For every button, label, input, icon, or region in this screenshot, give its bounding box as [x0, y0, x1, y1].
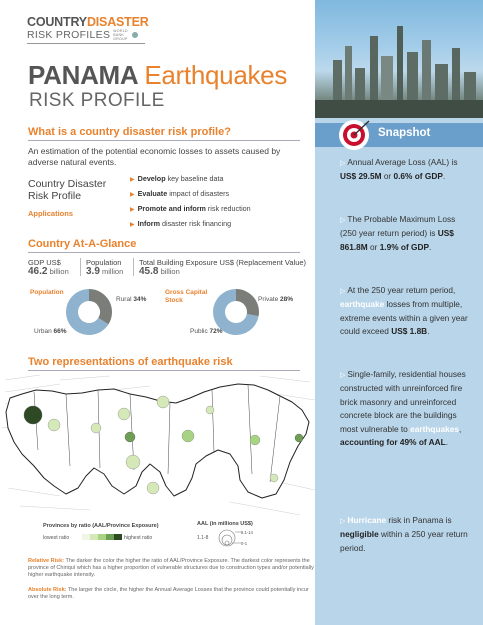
- applications-list: [130, 172, 310, 232]
- world-bank-globe-icon: [132, 32, 138, 38]
- gdp-unit: billion: [49, 267, 69, 276]
- exposure-unit: billion: [160, 267, 180, 276]
- province-circle: [157, 396, 169, 408]
- brand-header: [27, 16, 307, 44]
- triangle-bullet-icon: ▷: [340, 217, 346, 224]
- section-divider: [28, 140, 300, 141]
- brand-risk-profiles: RISK PROFILES: [27, 29, 111, 41]
- province-circle: [126, 455, 140, 469]
- brand-disaster: DISASTER: [86, 15, 149, 29]
- rural-label: Rural 34%: [116, 296, 147, 303]
- snapshot-item-pml: ▷ The Probable Maximum Loss (250 year return period) is US$ 861.8M or 1.9% of GDP.: [340, 214, 456, 252]
- population-label: Population: [86, 258, 122, 267]
- application-item: ▶ Evaluate impact of disasters: [130, 189, 230, 198]
- representations-heading: Two representations of earthquake risk: [28, 356, 233, 368]
- aal-legend-circles: [214, 527, 242, 547]
- brand-divider: [27, 43, 145, 44]
- ratio-legend-title: Provinces by ratio (AAL/Province Exposure): [43, 523, 159, 529]
- title-hazard: Earthquakes: [144, 60, 288, 90]
- triangle-bullet-icon: ▶: [130, 222, 135, 228]
- gdp-value: 46.2: [28, 266, 48, 277]
- title-country: PANAMA: [28, 60, 138, 90]
- exposure-stat: [139, 258, 309, 276]
- population-value: 3.9: [86, 266, 100, 277]
- donut-slice-private: [236, 289, 259, 316]
- application-item: ▶ Inform disaster risk financing: [130, 219, 232, 228]
- applications-label: Applications: [28, 209, 74, 218]
- donut-slice-rural: [89, 289, 112, 324]
- brand-country: COUNTRY: [27, 15, 87, 29]
- province-circle: [48, 419, 60, 431]
- brand-line-2: [27, 29, 307, 41]
- triangle-bullet-icon: ▷: [340, 288, 346, 295]
- glance-heading: Country At-A-Glance: [28, 238, 137, 250]
- province-circle: [91, 423, 101, 433]
- province-circle: [182, 430, 194, 442]
- stat-separator: [80, 258, 81, 276]
- public-label: Public 72%: [190, 328, 223, 335]
- province-circle: [270, 474, 278, 482]
- panama-risk-map: [0, 370, 316, 520]
- snapshot-item-hurricane: ▷ Hurricane risk in Panama is negligible within a 250 year return period.: [340, 515, 468, 553]
- private-label: Private 28%: [258, 296, 294, 303]
- aal-legend-title: AAL (in millions US$): [197, 521, 253, 527]
- snapshot-item-vulnerable: ▷ Single-family, residential houses constructed with unreinforced fire brick masonry and unreinforced concrete block are the buildings most vulnerable to earthquakes, accounting for 49% of AAL.: [340, 369, 466, 448]
- province-circle: [250, 435, 260, 445]
- triangle-bullet-icon: ▷: [340, 372, 346, 379]
- brand-line-1: [27, 16, 307, 29]
- province-circle: [125, 432, 135, 442]
- cdrp-label: Country Disaster Risk Profile: [28, 178, 107, 202]
- what-is-heading: What is a country disaster risk profile?: [28, 126, 231, 138]
- triangle-bullet-icon: ▷: [340, 518, 346, 525]
- exposure-label: Total Building Exposure US$ (Replacement Value): [139, 258, 307, 267]
- gdp-label: GDP US$: [28, 258, 61, 267]
- target-icon: [336, 118, 372, 152]
- snapshot-item-aal: ▷ Annual Average Loss (AAL) is US$ 29.5M or 0.6% of GDP.: [340, 157, 458, 182]
- exposure-value: 45.8: [139, 266, 159, 277]
- province-circle: [118, 408, 130, 420]
- absolute-risk-note: Absolute Risk: The larger the circle, the higher the Annual Average Losses that the province could potentially incur over the long term.: [28, 587, 309, 600]
- snapshot-item-extreme: ▷ At the 250 year return period, earthquake losses from multiple, extreme events within a given year could exceed US$ 1.8B.: [340, 285, 468, 337]
- ratio-legend-bar: [82, 534, 122, 540]
- aal-legend-mid: 1.1-8: [197, 535, 209, 541]
- population-unit: million: [102, 267, 124, 276]
- application-item: ▶ Promote and inform risk reduction: [130, 204, 251, 213]
- triangle-bullet-icon: ▶: [130, 177, 135, 183]
- stat-separator: [133, 258, 134, 276]
- aal-legend-large: 8.1-14: [241, 530, 253, 535]
- ratio-legend-high: highest ratio: [124, 535, 153, 541]
- ratio-legend-low: lowest ratio: [43, 535, 70, 541]
- page-subtitle: RISK PROFILE: [29, 90, 165, 111]
- aal-legend-small: 0-1: [241, 541, 248, 546]
- capital-chart-label: Gross Capital Stock: [165, 289, 208, 304]
- gdp-stat: [28, 258, 69, 276]
- section-divider: [28, 252, 300, 253]
- panama-city-photo: [315, 0, 483, 118]
- population-donut-chart: [64, 287, 114, 337]
- page-title: [28, 60, 287, 91]
- snapshot-title: Snapshot: [378, 127, 431, 139]
- application-item: ▶ Develop key baseline data: [130, 174, 224, 183]
- what-is-text: An estimation of the potential economic losses to assets caused by adverse natural events.: [28, 146, 281, 167]
- province-circle: [24, 406, 42, 424]
- province-circle: [206, 406, 214, 414]
- province-circle: [147, 482, 159, 494]
- triangle-bullet-icon: ▶: [130, 207, 135, 213]
- relative-risk-note: Relative Risk: The darker the color the higher the ratio of AAL/Province Exposure. The darkest color represents the province of Chiriquí which has a higher proportion of vulnerable structures due to construction types and/or potentially higher earthquake intensity.: [28, 558, 314, 578]
- triangle-bullet-icon: ▶: [130, 192, 135, 198]
- province-circle: [295, 434, 303, 442]
- world-bank-tag: WORLD BANK GROUP: [113, 29, 128, 41]
- triangle-bullet-icon: ▷: [340, 160, 346, 167]
- urban-label: Urban 66%: [34, 328, 67, 335]
- population-stat: [86, 258, 123, 276]
- population-chart-label: Population: [30, 289, 64, 296]
